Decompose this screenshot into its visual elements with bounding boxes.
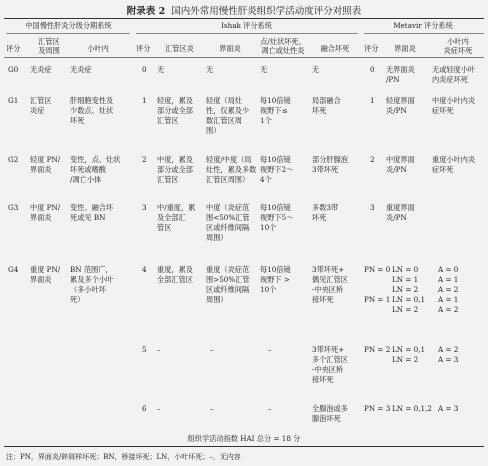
- cell-metavir-score: 3: [370, 203, 375, 212]
- cell-ishak-interface: 轻度/中度（局 灶性，累及多数 汇管区周围）: [206, 155, 257, 184]
- cell-ishak-portal: –: [157, 345, 161, 354]
- cell-metavir-score: 1: [370, 96, 375, 105]
- header-ishak-confluent: 融合坏死: [320, 44, 350, 53]
- cell-metavir-interface: 重度界面 炎/PN: [386, 203, 415, 222]
- cell-ishak-confluent: 无: [312, 65, 320, 74]
- group-rule-ishak: [136, 33, 358, 34]
- cell-cn-score: G2: [8, 155, 19, 164]
- header-ishak-portal: 汇管区炎: [165, 44, 194, 53]
- header-rule: [4, 57, 484, 58]
- table-title: [0, 3, 488, 17]
- cell-metavir-score: 0: [370, 65, 375, 74]
- cell-ishak-spotty: 每10倍镜 视野下 > 10个: [260, 265, 291, 294]
- group-header-ishak: Ishak 评分系统: [221, 21, 272, 30]
- cell-ishak-interface: 中度（炎症范 围<50%汇管 区或纤维间隔 周围）: [206, 203, 250, 242]
- cell-cn-lobular: 变性、融合坏 死或见 BN: [70, 203, 114, 222]
- cell-ishak-spotty: –: [268, 345, 272, 354]
- cell-cn-lobular: BN 范围广， 累及多个小叶 （多小叶坏 死）: [70, 265, 114, 304]
- cell-ishak-confluent: 部分肝腺泡 3带坏死: [312, 155, 348, 174]
- cell-metavir-lobular: 中度小叶内炎 症坏死: [432, 96, 476, 115]
- header-cn-portal: 汇管区 及周围: [38, 37, 60, 55]
- cell-cn-score: G0: [8, 65, 19, 74]
- cell-metavir-score: PN = 2: [364, 345, 391, 354]
- cell-metavir-score: 2: [370, 155, 375, 164]
- cell-metavir-score: PN = 0 PN = 1: [364, 265, 391, 304]
- cell-cn-portal: 轻度 PN/ 界面炎: [30, 155, 61, 174]
- group-header-cn: 中国慢性肝炎分级分期系统: [25, 21, 112, 30]
- cell-ishak-spotty: –: [268, 404, 272, 413]
- cell-cn-lobular: 变性，点、灶状 坏死或嗜酸 /凋亡小体: [70, 155, 121, 184]
- cell-metavir-score: PN = 3: [364, 404, 391, 413]
- table-title-text: 国内外常用慢性肝炎组织学活动度评分对照表: [171, 6, 362, 17]
- table-title-label: 附录表 2: [126, 6, 166, 17]
- cell-ishak-score: 0: [142, 65, 147, 74]
- cell-ishak-confluent: 局部融合 坏死: [312, 96, 341, 115]
- cell-ishak-confluent: 多数3带 坏死: [312, 203, 339, 222]
- cell-metavir-lobular: A = 0 A = 1 A = 2 A = 1 A = 2: [438, 265, 459, 314]
- cell-ishak-score: 5: [142, 345, 147, 354]
- cell-ishak-score: 1: [142, 96, 147, 105]
- bottom-rule: [4, 446, 484, 447]
- cell-cn-score: G3: [8, 203, 19, 212]
- cell-cn-score: G4: [8, 265, 19, 274]
- cell-metavir-interface: 中度界面 炎/PN: [386, 155, 415, 174]
- cell-ishak-confluent: 全腺泡或多 腺泡坏死: [312, 404, 348, 423]
- cell-cn-portal: 无炎症: [30, 65, 52, 74]
- cell-cn-portal: 汇管区 炎症: [30, 96, 52, 115]
- header-metavir-lobular: 小叶内 炎症坏死: [443, 37, 473, 55]
- cell-ishak-portal: 轻度，累及 部分或全部 汇管区: [157, 96, 193, 125]
- top-rule: [4, 18, 484, 19]
- cell-metavir-interface: LN = 0,1,2: [392, 404, 432, 413]
- cell-metavir-lobular: A = 2 A = 3: [438, 345, 459, 364]
- cell-metavir-interface: 无界面炎 /PN: [386, 65, 415, 84]
- table-note: 注：PN，界面炎/碎屑样坏死；BN，桥接坏死；LN，小叶坏死；–，无内容: [6, 453, 241, 461]
- cell-ishak-spotty: 每10倍镜 视野下≤ 1个: [260, 96, 291, 125]
- cell-ishak-spotty: 每10倍镜 视野下2～ 4个: [260, 155, 294, 184]
- cell-ishak-spotty: 无: [260, 65, 268, 74]
- cell-cn-score: G1: [8, 96, 19, 105]
- cell-metavir-interface: 轻度界面 炎/PN: [386, 96, 415, 115]
- header-ishak-spotty: 点/灶状坏死、 凋亡或灶性炎: [260, 37, 306, 55]
- cell-ishak-score: 6: [142, 404, 147, 413]
- cell-cn-portal: 中度 PN/ 界面炎: [30, 203, 61, 222]
- cell-ishak-confluent: 3带坏死+ 偶见汇管区 -中央区桥 接坏死: [312, 265, 348, 304]
- cell-ishak-score: 2: [142, 155, 147, 164]
- header-cn-score: 评分: [6, 44, 21, 53]
- hai-total: 组织学活动指数 HAI 总分 = 18 分: [187, 434, 301, 443]
- header-metavir-score: 评分: [364, 44, 379, 53]
- cell-metavir-lobular: 无或轻度小叶 内炎症坏死: [432, 65, 476, 84]
- cell-ishak-interface: –: [210, 404, 214, 413]
- cell-ishak-portal: 无: [157, 65, 165, 74]
- cell-metavir-lobular: 重度小叶内炎 症坏死: [432, 155, 476, 174]
- cell-ishak-interface: 无: [206, 65, 214, 74]
- group-rule-metavir: [364, 33, 484, 34]
- cell-ishak-portal: –: [157, 404, 161, 413]
- cell-cn-lobular: 无炎症: [70, 65, 92, 74]
- cell-ishak-score: 4: [142, 265, 147, 274]
- cell-ishak-portal: 中度，累及 部分或全部 汇管区: [157, 155, 193, 184]
- cell-ishak-confluent: 3带坏死+ 多个汇管区 -中央区桥 接坏死: [312, 345, 348, 384]
- cell-metavir-lobular: A = 3: [438, 404, 459, 413]
- cell-cn-lobular: 肝细胞变性及 少数点、灶状 坏死: [70, 96, 114, 125]
- cell-ishak-interface: –: [210, 345, 214, 354]
- cell-ishak-portal: 中/重度，累 及全部汇 管区: [157, 203, 196, 232]
- cell-ishak-portal: 重度，累及 全部汇管区: [157, 265, 193, 284]
- group-header-metavir: Metavir 评分系统: [393, 21, 453, 30]
- cell-ishak-interface: 轻度（局灶 性，仅累及少 数汇管区周 围）: [206, 96, 250, 135]
- cell-ishak-interface: 重度（炎症范 围>50%汇管 区或纤维间隔 周围）: [206, 265, 250, 304]
- header-ishak-score: 评分: [136, 44, 151, 53]
- cell-ishak-score: 3: [142, 203, 147, 212]
- cell-cn-portal: 重度 PN/ 界面炎: [30, 265, 61, 284]
- group-rule-cn: [6, 33, 130, 34]
- header-ishak-interface: 界面炎: [219, 44, 241, 53]
- cell-ishak-spotty: 每10倍镜 视野下5～ 10个: [260, 203, 294, 232]
- header-metavir-interface: 界面炎: [394, 44, 416, 53]
- cell-metavir-interface: LN = 0,1 LN = 2: [392, 345, 426, 364]
- header-cn-lobular: 小叶内: [87, 44, 109, 53]
- cell-metavir-interface: LN = 0 LN = 1 LN = 2 LN = 0,1 LN = 2: [392, 265, 426, 314]
